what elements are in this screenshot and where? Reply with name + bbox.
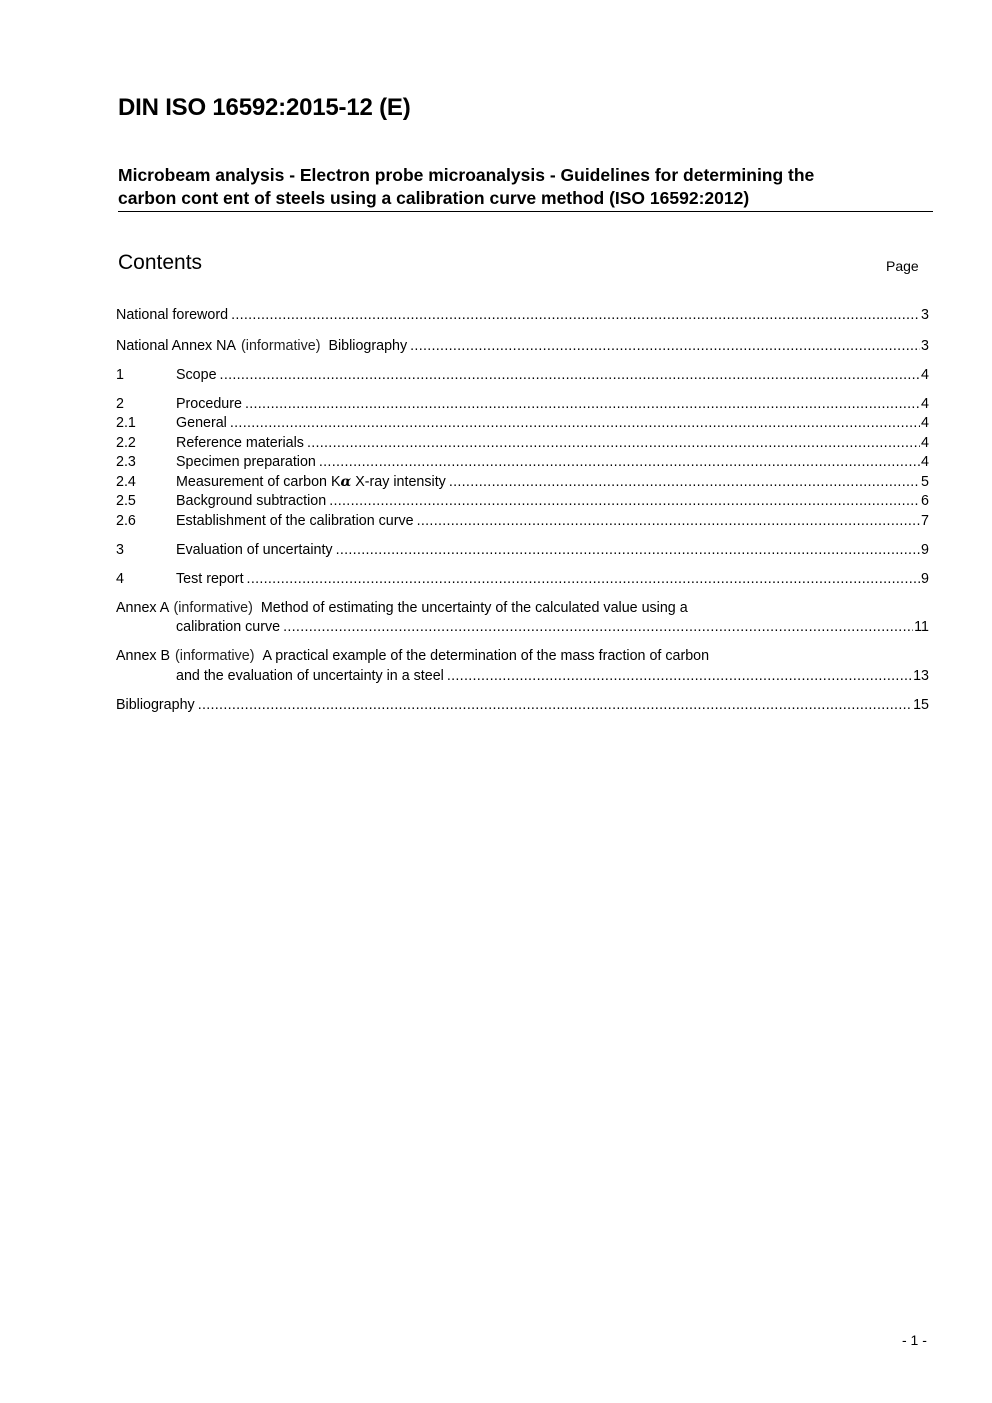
toc-entry-page: 4 — [921, 415, 929, 431]
toc-entry-page: 13 — [913, 668, 929, 684]
toc-entry-national-annex[interactable] — [116, 336, 929, 356]
leader-dots — [447, 666, 912, 686]
leader-dots — [319, 452, 920, 472]
leader-dots — [336, 540, 920, 560]
leader-dots — [231, 305, 920, 325]
toc-entry-title — [176, 472, 446, 492]
toc-entry-number: 4 — [116, 571, 124, 587]
leader-dots — [230, 413, 920, 433]
toc-entry-number: 2.2 — [116, 435, 136, 451]
toc-entry-title-start: Measurement of carbon K — [176, 474, 341, 490]
leader-dots — [449, 472, 920, 492]
toc-entry-reference-materials[interactable] — [116, 433, 929, 453]
leader-dots — [307, 433, 920, 453]
toc-entry-procedure[interactable] — [116, 394, 929, 414]
toc-entry-title: Establishment of the calibration curve — [176, 513, 414, 529]
leader-dots — [417, 511, 920, 531]
toc-entry-informative: (informative) — [241, 338, 321, 354]
leader-dots — [198, 695, 912, 715]
toc-entry-page: 4 — [921, 435, 929, 451]
toc-entry-title: Test report — [176, 571, 244, 587]
toc-entry-page: 4 — [921, 367, 929, 383]
leader-dots — [283, 617, 913, 637]
toc-entry-page: 3 — [921, 307, 929, 323]
toc-entry-title: Background subtraction — [176, 493, 327, 509]
toc-entry-informative: (informative) — [175, 648, 255, 664]
toc-entry-national-foreword[interactable] — [116, 305, 929, 325]
toc-entry-calibration-curve[interactable] — [116, 511, 929, 531]
leader-dots — [329, 491, 920, 511]
toc-entry-title: Procedure — [176, 396, 242, 412]
toc-entry-background-subtraction[interactable] — [116, 491, 929, 511]
toc-entry-general[interactable] — [116, 413, 929, 433]
toc-entry-measurement[interactable] — [116, 472, 929, 492]
toc-entry-number: 2.3 — [116, 454, 136, 470]
toc-entry-title: National foreword — [116, 307, 229, 323]
toc-entry-page: 5 — [921, 474, 929, 490]
toc-entry-prefix: Annex A — [116, 600, 169, 616]
toc-entry-number: 2.6 — [116, 513, 136, 529]
leader-dots — [245, 394, 920, 414]
toc-entry-annex-b-line2[interactable] — [116, 666, 929, 686]
toc-entry-bibliography[interactable] — [116, 695, 929, 715]
toc-entry-prefix: National Annex NA — [116, 338, 237, 354]
leader-dots — [247, 569, 921, 589]
toc-entry-title: A practical example of the determination of the mass fraction of carbon — [262, 648, 710, 664]
toc-entry-title: Evaluation of uncertainty — [176, 542, 333, 558]
toc-entry-number: 3 — [116, 542, 124, 558]
subtitle-line-2: carbon cont ent of steels using a calibration curve method (ISO 16592:2012) — [118, 188, 750, 208]
leader-dots — [220, 365, 921, 385]
toc-entry-title-continued: and the evaluation of uncertainty in a steel — [176, 668, 444, 684]
toc-entry-title: Bibliography — [116, 697, 195, 713]
toc-entry-number: 2.1 — [116, 415, 136, 431]
toc-entry-title: Specimen preparation — [176, 454, 316, 470]
toc-entry-page: 4 — [921, 454, 929, 470]
toc-entry-test-report[interactable] — [116, 569, 929, 589]
toc-entry-page: 9 — [921, 571, 929, 587]
toc-entry-page: 9 — [921, 542, 929, 558]
toc-entry-page: 6 — [921, 493, 929, 509]
toc-entry-title: General — [176, 415, 227, 431]
toc-entry-title-end: X-ray intensity — [351, 474, 446, 490]
toc-entry-number: 2 — [116, 396, 124, 412]
toc-entry-evaluation-of-uncertainty[interactable] — [116, 540, 929, 560]
toc-entry-number: 2.4 — [116, 474, 136, 490]
alpha-symbol: α — [340, 474, 352, 490]
toc-entry-annex-a-line2[interactable] — [116, 617, 929, 637]
leader-dots — [410, 336, 920, 356]
toc-entry-page: 7 — [921, 513, 929, 529]
page-column-heading: Page — [886, 258, 919, 274]
toc-entry-number: 2.5 — [116, 493, 136, 509]
toc-entry-specimen-preparation[interactable] — [116, 452, 929, 472]
toc-entry-page: 15 — [913, 697, 929, 713]
toc-entry-annex-b-line1[interactable] — [116, 646, 709, 666]
toc-entry-prefix: Annex B — [116, 648, 171, 664]
toc-entry-scope[interactable] — [116, 365, 929, 385]
toc-entry-page: 3 — [921, 338, 929, 354]
contents-heading: Contents — [118, 251, 203, 274]
toc-entry-page: 4 — [921, 396, 929, 412]
toc-entry-informative: (informative) — [173, 600, 253, 616]
subtitle-line-1: Microbeam analysis - Electron probe microanalysis - Guidelines for determining the — [118, 165, 815, 185]
document-id: DIN ISO 16592:2015-12 (E) — [118, 94, 411, 121]
toc-entry-title: Scope — [176, 367, 217, 383]
toc-entry-title: Reference materials — [176, 435, 304, 451]
document-subtitle — [118, 164, 933, 212]
toc-entry-number: 1 — [116, 367, 124, 383]
toc-entry-title: Method of estimating the uncertainty of the calculated value using a — [260, 600, 688, 616]
toc-entry-annex-a-line1[interactable] — [116, 598, 688, 618]
toc-entry-title: Bibliography — [328, 338, 408, 354]
page-number-footer: - 1 - — [902, 1332, 927, 1348]
toc-entry-title-continued: calibration curve — [176, 619, 281, 635]
toc-entry-page: 11 — [914, 619, 929, 635]
